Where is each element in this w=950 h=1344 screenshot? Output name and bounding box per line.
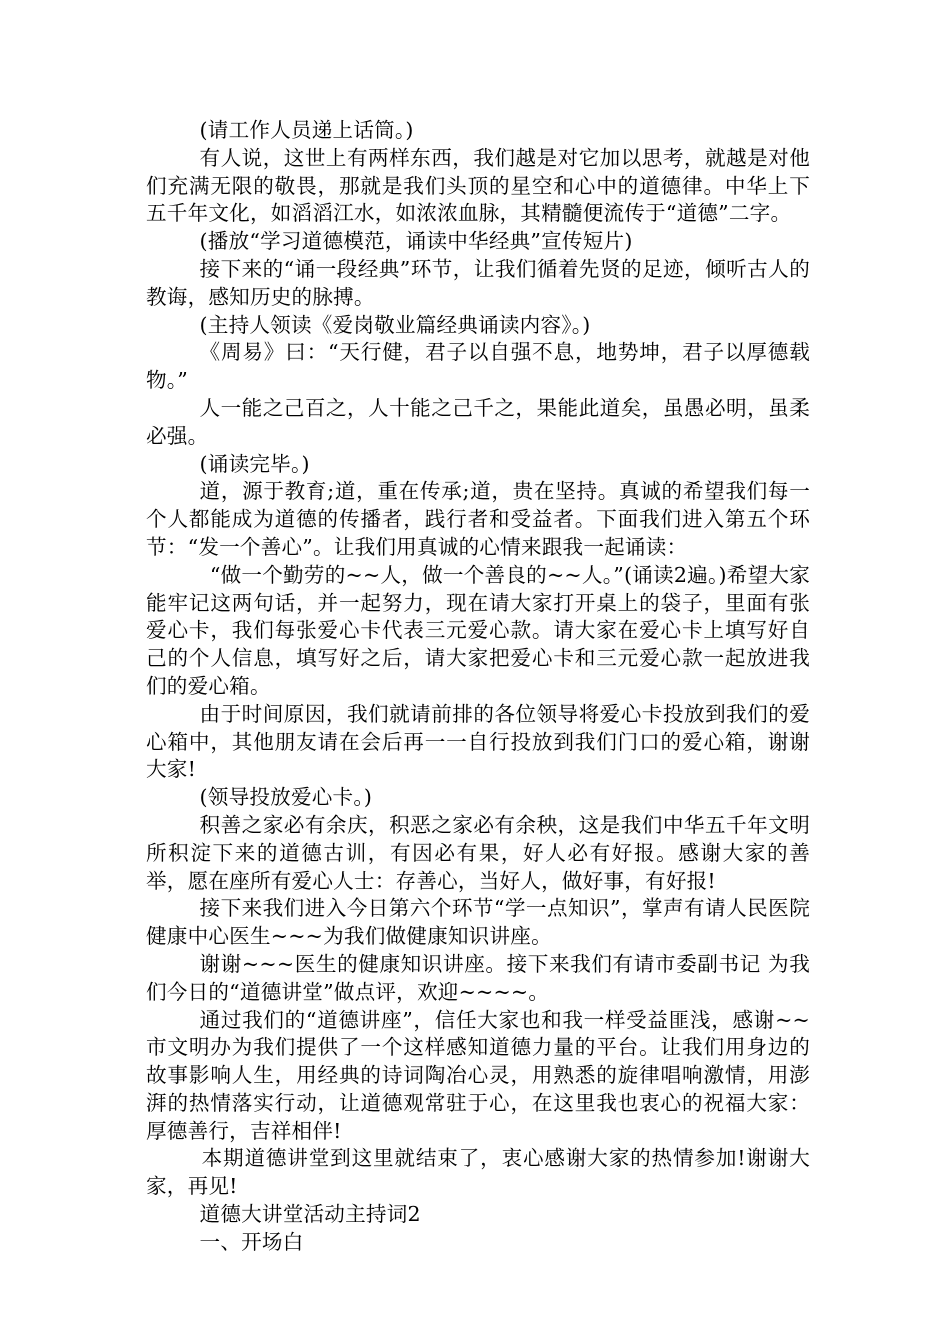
paragraph-recite-classic: 接下来的“诵一段经典”环节，让我们循着先贤的足迹，倾听古人的教诲，感知历史的脉搏。: [146, 256, 810, 309]
paragraph-sixth-segment: 接下来我们进入今日第六个环节“学一点知识”，掌声有请人民医院健康中心医生~~~为我们做健康知识讲座。: [146, 896, 810, 949]
paragraph-moral-law: 有人说，这世上有两样东西，我们越是对它加以思考，就越是对他们充满无限的敬畏，那就是我们头顶的星空和心中的道德律。中华上下五千年文化，如滔滔江水，如浓浓血脉，其精髓便流传于“道德”二字。: [146, 145, 810, 226]
paragraph-zhouyi: 《周易》曰：“天行健，君子以自强不息，地势坤，君子以厚德载物。”: [146, 340, 810, 393]
paragraph-staff-handover: (请工作人员递上话筒。): [199, 118, 414, 142]
paragraph-fifth-segment: 道，源于教育;道，重在传承;道，贵在坚持。真诚的希望我们每一个人都能成为道德的传播者，践行者和受益者。下面我们进入第五个环节：“发一个善心”。让我们用真诚的心情来跟我一起诵读：: [146, 479, 810, 559]
paragraph-closing-thanks: 通过我们的“道德讲座”，信任大家也和我一样受益匪浅，感谢~~市文明办为我们提供了一个这样感知道德力量的平台。让我们用身边的故事影响人生，用经典的诗词陶冶心灵，用熟悉的旋律唱响激情，用澎湃的热情落实行动，让道德观常驻于心，在这里我也衷心的祝福大家：厚德善行，吉祥相伴!: [146, 1007, 810, 1143]
paragraph-leaders-card: (领导投放爱心卡。): [199, 785, 373, 810]
paragraph-section-title: 道德大讲堂活动主持词2: [199, 1202, 421, 1227]
paragraph-opening-heading: 一、开场白: [199, 1229, 304, 1254]
paragraph-review: 谢谢~~~医生的健康知识讲座。接下来我们有请市委副书记 为我们今日的“道德讲堂”做点评，欢迎~~~~。: [146, 951, 810, 1004]
paragraph-leaders-cast: 由于时间原因，我们就请前排的各位领导将爱心卡投放到我们的爱心箱中，其他朋友请在会后再一一自行投放到我们门口的爱心箱，谢谢大家!: [146, 701, 810, 782]
paragraph-farewell: 本期道德讲堂到这里就结束了，衷心感谢大家的热情参加!谢谢大家，再见!: [146, 1146, 810, 1199]
paragraph-recite-done: (诵读完毕。): [199, 451, 310, 476]
paragraph-perseverance: 人一能之己百之，人十能之己千之，果能此道矣，虽愚必明，虽柔必强。: [146, 395, 810, 448]
paragraph-good-deeds: 积善之家必有余庆，积恶之家必有余秧，这是我们中华五千年文明所积淀下来的道德古训，有因必有果，好人必有好报。感谢大家的善举，愿在座所有爱心人士：存善心，当好人，做好事，有好报!: [146, 812, 810, 893]
document-body: [146, 117, 810, 1257]
paragraph-host-lead: (主持人领读《爱岗敬业篇经典诵读内容》。): [199, 312, 591, 337]
paragraph-love-card: “做一个勤劳的~~人，做一个善良的~~人。”(诵读2遍。)希望大家能牢记这两句话，并一起努力，现在请大家打开桌上的袋子，里面有张爱心卡，我们每张爱心卡代表三元爱心款。请大家在爱心卡上填写好自己的个人信息，填写好之后，请大家把爱心卡和三元爱心款一起放进我们的爱心箱。: [146, 562, 810, 698]
paragraph-play-promo: (播放“学习道德模范，诵读中华经典”宣传短片): [199, 229, 633, 254]
